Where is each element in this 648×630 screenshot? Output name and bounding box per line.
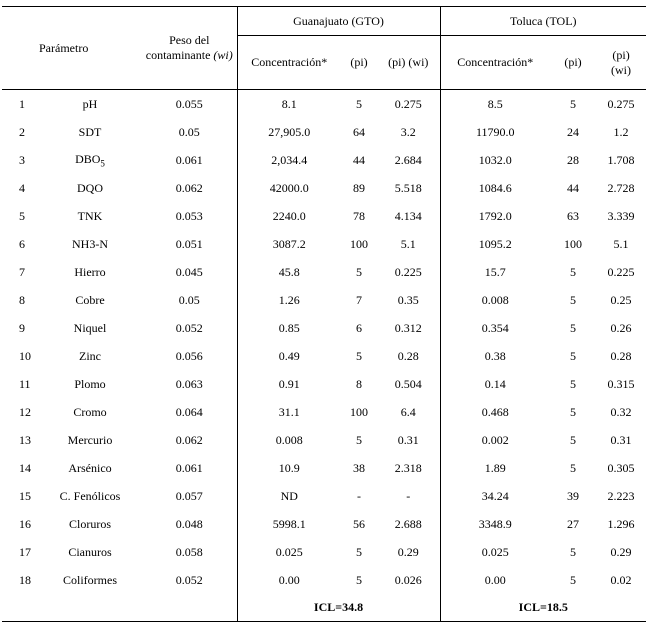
cell-weight: 0.063 bbox=[175, 376, 203, 391]
cell-tol-concentration: 0.025 bbox=[440, 538, 550, 566]
cell-tol-piwi: 1.2 bbox=[613, 124, 629, 139]
cell-gto-piwi: 2.684 bbox=[394, 152, 422, 167]
cell-tol-pi: 5 bbox=[570, 264, 577, 279]
cell-gto-pi: 5 bbox=[356, 264, 362, 279]
table-row bbox=[2, 370, 646, 398]
cell-tol-piwi: 0.28 bbox=[610, 348, 632, 363]
cell-gto-concentration: 2,034.4 bbox=[237, 146, 341, 174]
cell-number: 16 bbox=[19, 516, 31, 531]
cell-tol-pi: 24 bbox=[567, 124, 580, 139]
header-peso: Peso del contaminante (wi) bbox=[142, 7, 237, 90]
cell-gto-piwi: 5.1 bbox=[400, 236, 416, 251]
cell-tol-concentration: 34.24 bbox=[440, 482, 550, 510]
cell-number: 17 bbox=[19, 544, 31, 559]
cell-tol-piwi: 0.29 bbox=[610, 544, 632, 559]
cell-tol-concentration: 0.468 bbox=[440, 398, 550, 426]
cell-number: 3 bbox=[19, 152, 25, 167]
cell-parameter: C. Fenólicos bbox=[59, 488, 121, 503]
header-gto-pi: (pi) bbox=[341, 36, 377, 90]
cell-tol-concentration: 1.89 bbox=[440, 454, 550, 482]
cell-gto-concentration: 1.26 bbox=[237, 286, 341, 314]
header-gto-group: Guanajuato (GTO) bbox=[237, 7, 440, 36]
cell-number: 14 bbox=[19, 460, 31, 475]
cell-tol-concentration: 0.00 bbox=[440, 566, 550, 594]
cell-number: 4 bbox=[19, 180, 25, 195]
cell-tol-piwi: 1.296 bbox=[607, 516, 635, 531]
cell-tol-piwi: 0.32 bbox=[610, 404, 632, 419]
cell-gto-pi: - bbox=[357, 488, 361, 503]
cell-tol-concentration: 8.5 bbox=[440, 90, 550, 119]
cell-weight: 0.052 bbox=[175, 572, 203, 587]
cell-parameter: NH3-N bbox=[72, 236, 108, 251]
cell-weight: 0.058 bbox=[175, 544, 203, 559]
cell-parameter: Arsénico bbox=[68, 460, 112, 475]
cell-gto-piwi: 0.225 bbox=[394, 264, 422, 279]
cell-gto-concentration: 45.8 bbox=[237, 258, 341, 286]
cell-parameter: DQO bbox=[77, 180, 103, 195]
cell-tol-pi: 100 bbox=[564, 236, 583, 251]
cell-number: 13 bbox=[19, 432, 31, 447]
cell-gto-pi: 44 bbox=[353, 152, 365, 167]
cell-gto-piwi: 4.134 bbox=[394, 208, 422, 223]
cell-tol-piwi: 0.315 bbox=[607, 376, 635, 391]
cell-gto-concentration: 5998.1 bbox=[237, 510, 341, 538]
cell-number: 2 bbox=[19, 124, 25, 139]
cell-number: 9 bbox=[19, 320, 25, 335]
cell-gto-piwi: 2.688 bbox=[394, 516, 422, 531]
cell-gto-concentration: 2240.0 bbox=[237, 202, 341, 230]
gto-icl-total: ICL=34.8 bbox=[237, 594, 440, 622]
cell-tol-concentration: 0.14 bbox=[440, 370, 550, 398]
cell-weight: 0.057 bbox=[175, 488, 203, 503]
cell-tol-pi: 5 bbox=[570, 320, 577, 335]
cell-parameter: Plomo bbox=[74, 376, 106, 391]
cell-tol-pi: 5 bbox=[570, 376, 577, 391]
header-tol-concentracion: Concentración* bbox=[440, 36, 550, 90]
cell-gto-piwi: 0.35 bbox=[397, 292, 419, 307]
cell-tol-piwi: 0.305 bbox=[607, 460, 635, 475]
cell-weight: 0.045 bbox=[175, 264, 203, 279]
cell-number: 8 bbox=[19, 292, 25, 307]
cell-gto-concentration: 0.49 bbox=[237, 342, 341, 370]
cell-gto-pi: 5 bbox=[356, 96, 362, 111]
cell-tol-concentration: 0.38 bbox=[440, 342, 550, 370]
cell-number: 5 bbox=[19, 208, 25, 223]
cell-gto-concentration: 0.00 bbox=[237, 566, 341, 594]
cell-gto-pi: 8 bbox=[356, 376, 362, 391]
cell-tol-pi: 28 bbox=[567, 152, 580, 167]
cell-weight: 0.061 bbox=[175, 460, 203, 475]
cell-gto-pi: 5 bbox=[356, 544, 362, 559]
cell-parameter: Cobre bbox=[75, 292, 105, 307]
cell-weight: 0.051 bbox=[175, 236, 203, 251]
cell-gto-concentration: 42000.0 bbox=[237, 174, 341, 202]
header-tol-piwi: (pi) (wi) bbox=[596, 36, 646, 90]
table-row bbox=[2, 510, 646, 538]
cell-tol-pi: 5 bbox=[570, 432, 577, 447]
cell-tol-piwi: 2.728 bbox=[607, 180, 635, 195]
cell-weight: 0.05 bbox=[178, 124, 200, 139]
cell-tol-pi: 5 bbox=[570, 292, 577, 307]
cell-gto-concentration: ND bbox=[237, 482, 341, 510]
cell-tol-piwi: 0.31 bbox=[610, 432, 632, 447]
cell-gto-pi: 38 bbox=[353, 460, 365, 475]
table-row bbox=[2, 538, 646, 566]
cell-tol-piwi: 0.25 bbox=[610, 292, 632, 307]
cell-tol-pi: 5 bbox=[570, 348, 577, 363]
cell-gto-piwi: 0.28 bbox=[397, 348, 419, 363]
cell-tol-concentration: 11790.0 bbox=[440, 118, 550, 146]
header-gto-piwi: (pi) (wi) bbox=[377, 36, 440, 90]
cell-tol-piwi: 2.223 bbox=[607, 488, 635, 503]
cell-gto-concentration: 27,905.0 bbox=[237, 118, 341, 146]
cell-parameter: Cloruros bbox=[69, 516, 111, 531]
cell-gto-pi: 100 bbox=[350, 404, 368, 419]
cell-number: 12 bbox=[19, 404, 31, 419]
cell-weight: 0.048 bbox=[175, 516, 203, 531]
cell-tol-concentration: 1084.6 bbox=[440, 174, 550, 202]
cell-tol-concentration: 0.008 bbox=[440, 286, 550, 314]
cell-gto-concentration: 0.025 bbox=[237, 538, 341, 566]
cell-gto-piwi: - bbox=[406, 488, 411, 503]
cell-gto-concentration: 0.91 bbox=[237, 370, 341, 398]
cell-tol-concentration: 0.002 bbox=[440, 426, 550, 454]
cell-tol-pi: 44 bbox=[567, 180, 580, 195]
cell-tol-pi: 39 bbox=[567, 488, 580, 503]
cell-gto-piwi: 5.518 bbox=[394, 180, 422, 195]
cell-gto-pi: 100 bbox=[350, 236, 368, 251]
cell-tol-concentration: 15.7 bbox=[440, 258, 550, 286]
header-parametro: Parámetro bbox=[2, 7, 142, 90]
cell-tol-piwi: 0.275 bbox=[607, 96, 635, 111]
cell-gto-pi: 89 bbox=[353, 180, 365, 195]
cell-weight: 0.055 bbox=[175, 96, 203, 111]
totals-row bbox=[2, 594, 646, 622]
header-tol-group: Toluca (TOL) bbox=[440, 7, 646, 36]
cell-parameter-subscript: 5 bbox=[100, 158, 105, 169]
cell-weight: 0.062 bbox=[175, 432, 203, 447]
table-row bbox=[2, 90, 646, 119]
table-row bbox=[2, 146, 646, 174]
cell-number: 11 bbox=[19, 376, 31, 391]
cell-gto-piwi: 0.504 bbox=[394, 376, 422, 391]
cell-gto-pi: 64 bbox=[353, 124, 365, 139]
cell-gto-piwi: 0.275 bbox=[394, 96, 422, 111]
cell-gto-piwi: 3.2 bbox=[400, 124, 416, 139]
cell-number: 10 bbox=[19, 348, 31, 363]
cell-gto-pi: 78 bbox=[353, 208, 365, 223]
table-row bbox=[2, 566, 646, 594]
table-row bbox=[2, 454, 646, 482]
cell-number: 6 bbox=[19, 236, 25, 251]
cell-tol-concentration: 0.354 bbox=[440, 314, 550, 342]
header-gto-concentracion: Concentración* bbox=[237, 36, 341, 90]
cell-weight: 0.053 bbox=[175, 208, 203, 223]
cell-parameter: Hierro bbox=[74, 264, 106, 279]
table-row bbox=[2, 398, 646, 426]
table-row bbox=[2, 482, 646, 510]
totals-spacer bbox=[2, 594, 237, 622]
cell-parameter: TNK bbox=[77, 208, 103, 223]
table-row bbox=[2, 258, 646, 286]
table-row bbox=[2, 174, 646, 202]
cell-tol-pi: 63 bbox=[567, 208, 580, 223]
cell-tol-pi: 5 bbox=[570, 96, 577, 111]
cell-tol-piwi: 0.02 bbox=[610, 572, 632, 587]
cell-tol-concentration: 3348.9 bbox=[440, 510, 550, 538]
cell-parameter: Zinc bbox=[79, 348, 101, 363]
cell-gto-pi: 56 bbox=[353, 516, 365, 531]
cell-number: 7 bbox=[19, 264, 25, 279]
cell-number: 15 bbox=[19, 488, 31, 503]
cell-gto-concentration: 8.1 bbox=[237, 90, 341, 119]
table-row bbox=[2, 342, 646, 370]
cell-parameter: Niquel bbox=[73, 320, 107, 335]
table-row bbox=[2, 314, 646, 342]
cell-gto-piwi: 2.318 bbox=[394, 460, 422, 475]
table-row bbox=[2, 286, 646, 314]
cell-tol-concentration: 1095.2 bbox=[440, 230, 550, 258]
cell-parameter: Coliformes bbox=[63, 572, 117, 587]
cell-gto-pi: 7 bbox=[356, 292, 362, 307]
cell-gto-piwi: 0.31 bbox=[397, 432, 419, 447]
cell-weight: 0.052 bbox=[175, 320, 203, 335]
cell-tol-pi: 5 bbox=[570, 460, 577, 475]
cell-gto-concentration: 0.85 bbox=[237, 314, 341, 342]
cell-gto-pi: 5 bbox=[356, 432, 362, 447]
cell-gto-pi: 6 bbox=[356, 320, 362, 335]
cell-gto-pi: 5 bbox=[356, 348, 362, 363]
cell-parameter: Mercurio bbox=[67, 432, 113, 447]
cell-tol-pi: 5 bbox=[570, 544, 577, 559]
table-row bbox=[2, 202, 646, 230]
cell-gto-concentration: 0.008 bbox=[237, 426, 341, 454]
cell-gto-concentration: 31.1 bbox=[237, 398, 341, 426]
header-tol-pi: (pi) bbox=[550, 36, 596, 90]
cell-number: 18 bbox=[19, 572, 31, 587]
cell-gto-piwi: 0.312 bbox=[394, 320, 422, 335]
cell-gto-concentration: 10.9 bbox=[237, 454, 341, 482]
cell-weight: 0.056 bbox=[175, 348, 203, 363]
cell-parameter: $DBO_5$ bbox=[75, 151, 105, 169]
water-quality-table bbox=[2, 6, 646, 622]
cell-tol-pi: 27 bbox=[567, 516, 580, 531]
cell-gto-pi: 5 bbox=[356, 572, 362, 587]
cell-gto-concentration: 3087.2 bbox=[237, 230, 341, 258]
cell-parameter: Cromo bbox=[73, 404, 107, 419]
cell-tol-concentration: 1792.0 bbox=[440, 202, 550, 230]
cell-tol-pi: 5 bbox=[570, 572, 577, 587]
cell-parameter: SDT bbox=[78, 124, 102, 139]
cell-tol-piwi: 0.26 bbox=[610, 320, 632, 335]
cell-tol-piwi: 1.708 bbox=[607, 152, 635, 167]
cell-weight: 0.061 bbox=[175, 152, 203, 167]
table-row bbox=[2, 118, 646, 146]
cell-weight: 0.062 bbox=[175, 180, 203, 195]
cell-weight: 0.05 bbox=[178, 292, 200, 307]
tol-icl-total: ICL=18.5 bbox=[440, 594, 646, 622]
cell-parameter: pH bbox=[82, 96, 98, 111]
cell-gto-piwi: 0.29 bbox=[397, 544, 419, 559]
cell-tol-pi: 5 bbox=[570, 404, 577, 419]
cell-number: 1 bbox=[19, 96, 25, 111]
cell-tol-concentration: 1032.0 bbox=[440, 146, 550, 174]
cell-tol-piwi: 5.1 bbox=[613, 236, 629, 251]
cell-parameter: Cianuros bbox=[68, 544, 112, 559]
cell-gto-piwi: 0.026 bbox=[394, 572, 422, 587]
cell-weight: 0.064 bbox=[175, 404, 203, 419]
table-row bbox=[2, 230, 646, 258]
cell-gto-piwi: 6.4 bbox=[400, 404, 416, 419]
cell-tol-piwi: 3.339 bbox=[607, 208, 635, 223]
cell-tol-piwi: 0.225 bbox=[607, 264, 635, 279]
table-row bbox=[2, 426, 646, 454]
header-peso-wi: (wi) bbox=[213, 48, 233, 62]
